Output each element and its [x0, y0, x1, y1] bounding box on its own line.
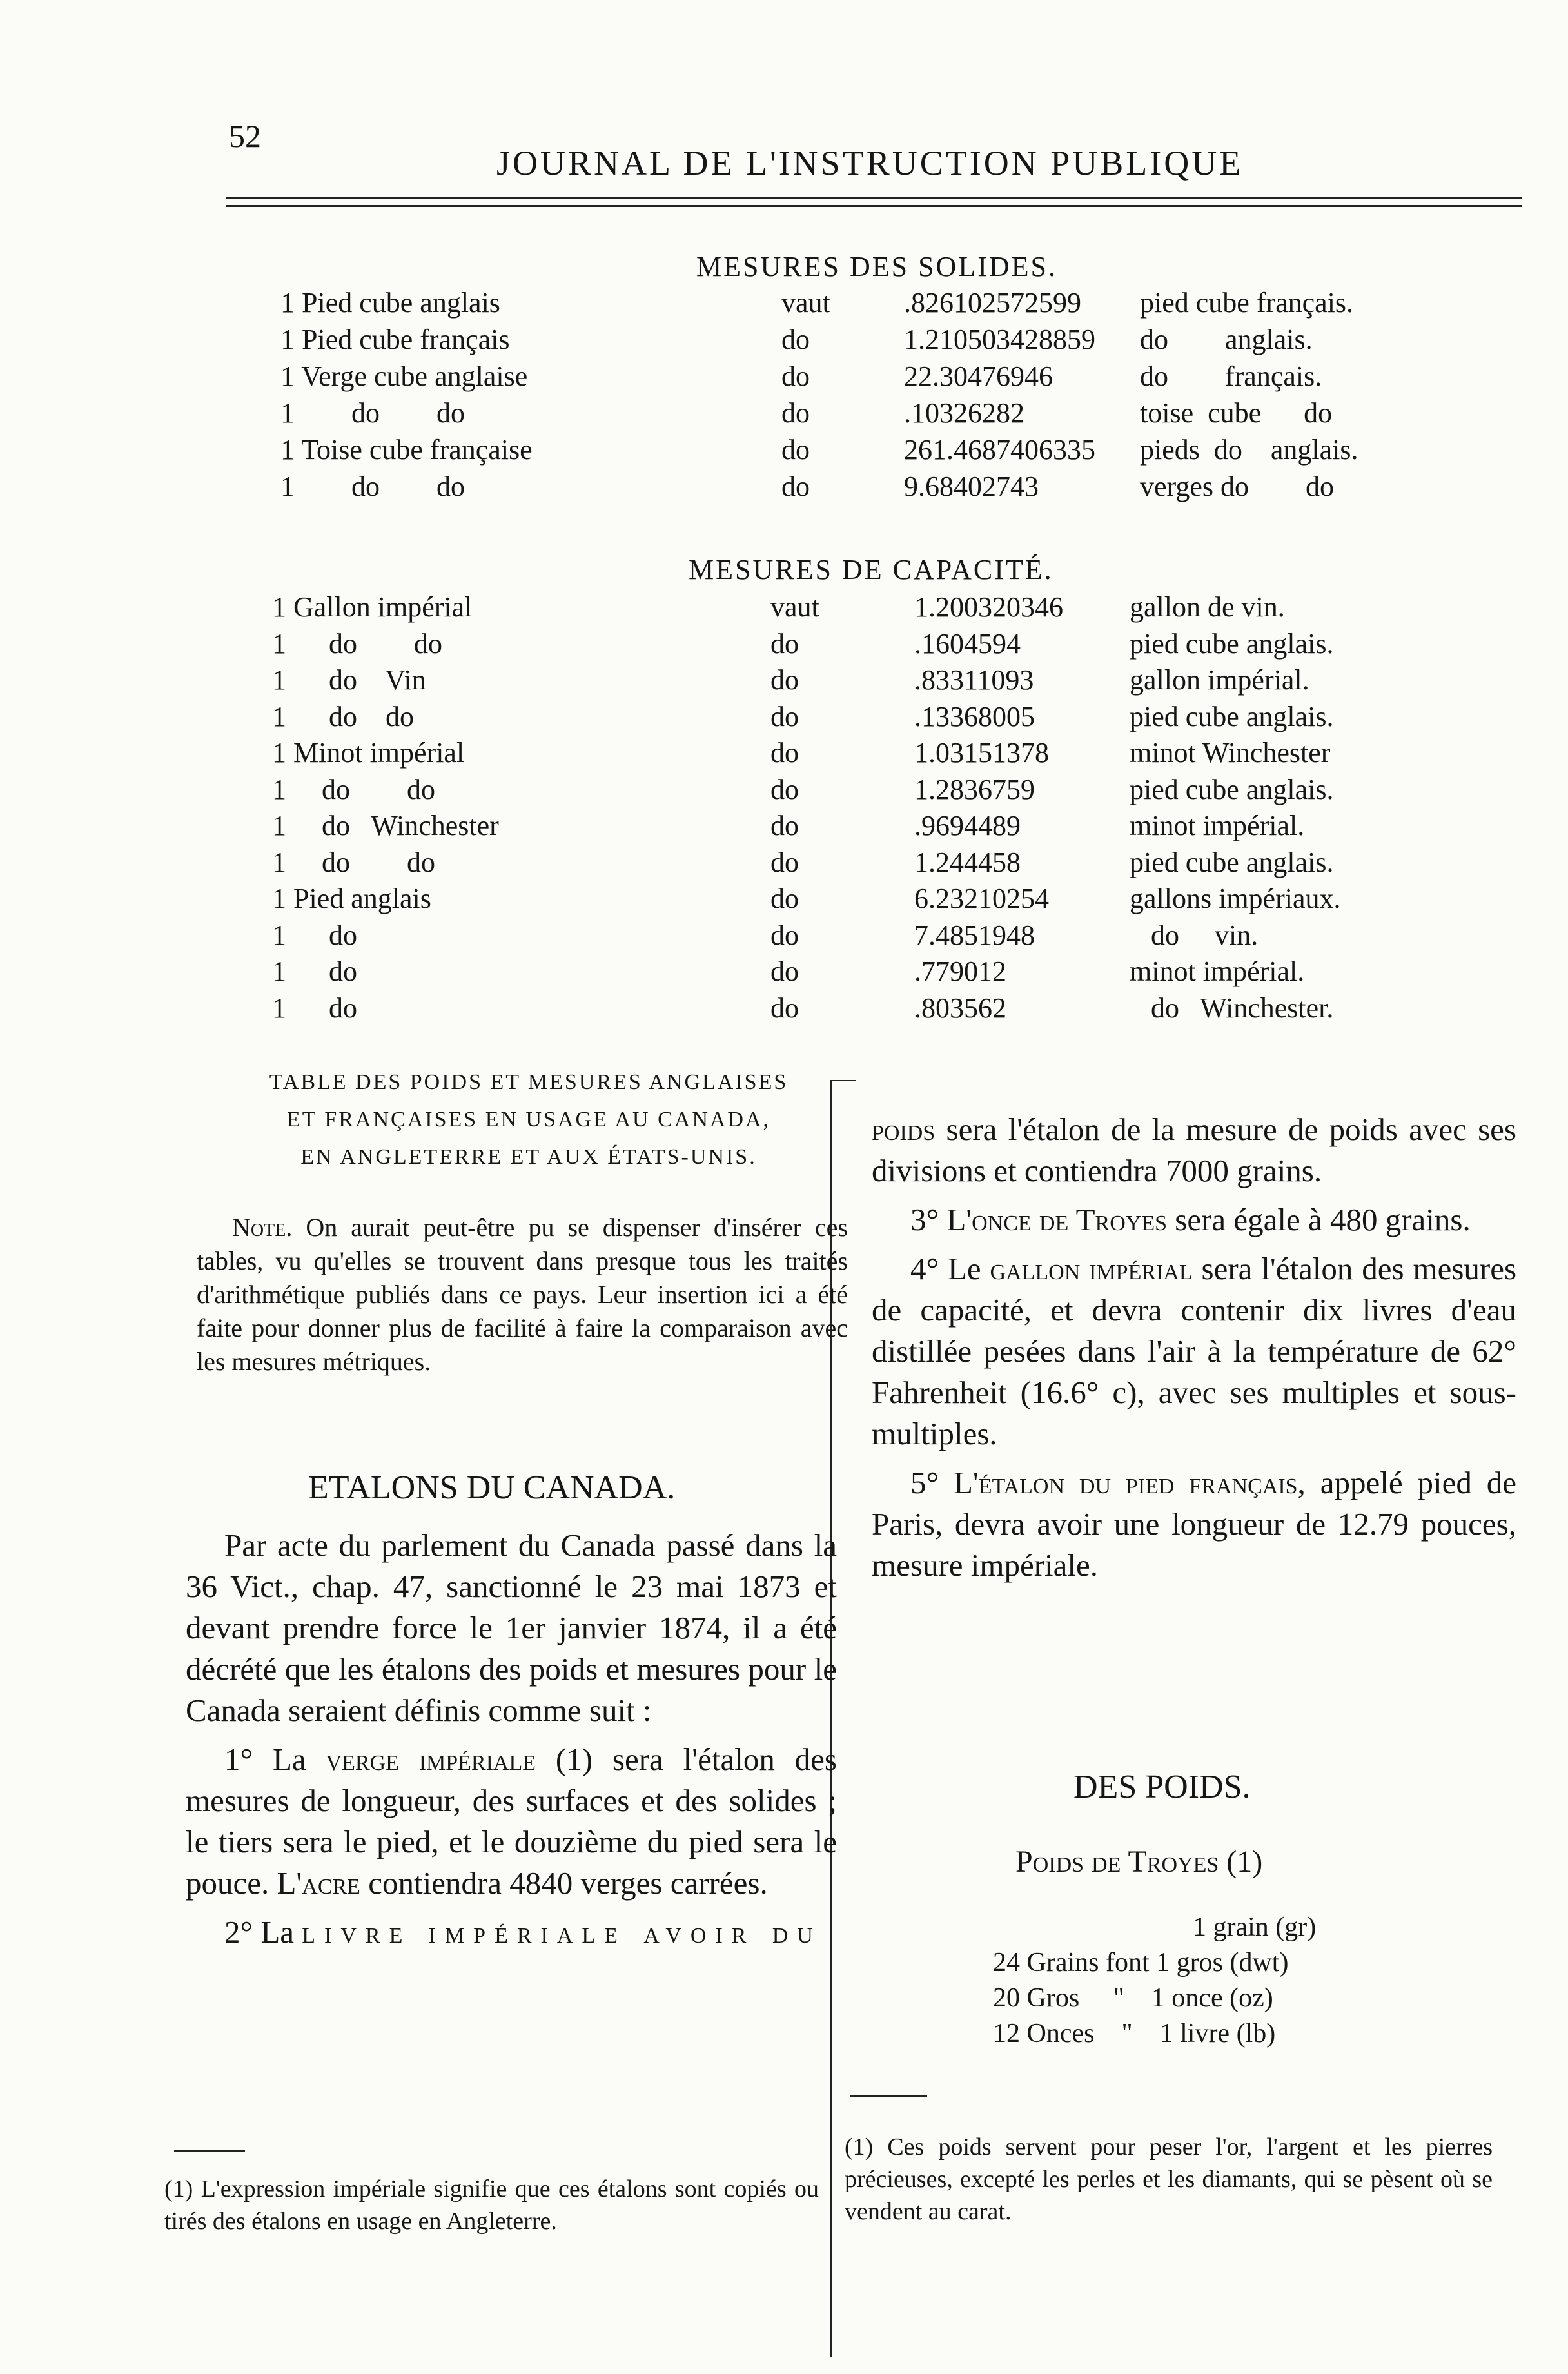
right-paragraph-1: poids sera l'étalon de la mesure de poids avec ses divisions et contiendra 7000 grains. [872, 1112, 1516, 1188]
capacite-unit-cell: pied cube anglais. [1130, 627, 1334, 660]
solides-left-cell: 1 Toise cube française [280, 434, 533, 466]
right-paragraph-4: 5° L'étalon du pied français, appelé pied de Paris, devra avoir une longueur de 12.79 pouces, mesure impériale. [872, 1465, 1516, 1583]
capacite-unit-cell: pied cube anglais. [1130, 700, 1334, 732]
header-rule-1 [226, 197, 1522, 199]
solides-verb-cell: do [781, 471, 810, 502]
capacite-left-cell: 1 do [272, 919, 357, 951]
capacite-verb-cell: do [770, 664, 799, 696]
left-body [186, 1525, 837, 1961]
capacite-left-cell: 1 do do [272, 773, 435, 805]
solides-left-cell: 1 do do [280, 397, 465, 429]
capacite-unit-cell: pied cube anglais. [1130, 773, 1334, 805]
solides-value-cell: 261.4687406335 [904, 434, 1095, 466]
caption-line-1: TABLE DES POIDS ET MESURES ANGLAISES [269, 1070, 789, 1094]
capacite-unit-cell: gallon impérial. [1130, 664, 1309, 696]
capacite-value-cell: .803562 [914, 992, 1006, 1024]
solides-unit-cell: do français. [1140, 360, 1322, 392]
caption-line-2: ET FRANÇAISES EN USAGE AU CANADA, [286, 1108, 771, 1132]
capacite-verb-cell: do [770, 956, 799, 987]
page-number: 52 [229, 118, 261, 154]
right-footnote-rule [850, 2095, 927, 2097]
capacite-unit-cell: minot impérial. [1130, 810, 1305, 841]
capacite-verb-cell: do [770, 773, 799, 805]
capacite-verb-cell: do [770, 846, 799, 878]
capacite-verb-cell: vaut [770, 591, 819, 623]
capacite-unit-cell: minot impérial. [1130, 956, 1305, 987]
capacite-value-cell: 6.23210254 [914, 883, 1049, 914]
solides-value-cell: 1.210503428859 [904, 324, 1095, 355]
header-rule-2 [226, 205, 1522, 207]
capacite-left-cell: 1 Pied anglais [272, 883, 431, 914]
solides-title: MESURES DES SOLIDES. [696, 251, 1057, 282]
capacite-verb-cell: do [770, 810, 799, 841]
capacite-left-cell: 1 Gallon impérial [272, 591, 473, 623]
troy-subtitle: Poids de Troyes (1) [1015, 1845, 1263, 1879]
troy-row: 1 grain (gr) [1193, 1912, 1317, 1942]
capacite-value-cell: 1.03151378 [914, 737, 1049, 769]
right-footnote: (1) Ces poids servent pour peser l'or, l'argent et les pierres précieuses, excepté les perles et les diamants, qui se pèsent où se vendent au carat. [845, 2134, 1493, 2225]
solides-value-cell: 9.68402743 [904, 471, 1039, 502]
table-caption [200, 1064, 858, 1176]
right-body [872, 1109, 1516, 1594]
solides-left-cell: 1 Pied cube anglais [280, 287, 500, 319]
right-paragraph-3: 4° Le gallon impérial sera l'étalon des mesures de capacité, et devra contenir dix livres d'eau distillée pesées dans l'air à la température de 62° Fahrenheit (16.6° c), avec ses multiples et sous-multiples. [872, 1251, 1517, 1451]
capacite-left-cell: 1 do do [272, 846, 435, 878]
capacite-unit-cell: do Winchester. [1130, 992, 1334, 1024]
capacite-left-cell: 1 do [272, 992, 357, 1024]
left-footnote-rule [174, 2150, 245, 2152]
left-paragraph-2: 1° La verge impériale (1) sera l'étalon des mesures de longueur, des surfaces et des solides ; le tiers sera le pied, et le douzième du pied sera le pouce. L'acre contiendra 4840 verges carrées. [186, 1741, 838, 1901]
capacite-value-cell: .9694489 [914, 810, 1021, 841]
solides-verb-cell: do [781, 360, 810, 392]
solides-unit-cell: toise cube do [1140, 397, 1333, 429]
capacite-left-cell: 1 do do [272, 627, 442, 660]
solides-unit-cell: verges do do [1140, 471, 1335, 502]
capacite-value-cell: .779012 [914, 956, 1006, 987]
capacite-left-cell: 1 do do [272, 700, 414, 732]
capacite-verb-cell: do [770, 883, 799, 914]
solides-verb-cell: vaut [781, 287, 830, 319]
solides-left-cell: 1 Verge cube anglaise [280, 360, 528, 392]
solides-value-cell: 22.30476946 [904, 360, 1053, 392]
solides-left-cell: 1 do do [280, 471, 465, 502]
note-label: Note. [232, 1213, 293, 1242]
capacite-value-cell: 1.244458 [914, 846, 1021, 878]
capacite-unit-cell: gallons impériaux. [1130, 883, 1341, 914]
right-paragraph-2: 3° L'once de Troyes sera égale à 480 grains. [910, 1202, 1471, 1237]
left-paragraph-1: Par acte du parlement du Canada passé dans la 36 Vict., chap. 47, sanctionné le 23 mai 1873 et devant prendre force le 1er janvier 1874, il a été décrété que les étalons des poids et mesures pour le Canada seraient définis comme suit : [186, 1527, 837, 1728]
running-title: JOURNAL DE L'INSTRUCTION PUBLIQUE [496, 144, 1244, 182]
capacite-value-cell: .13368005 [914, 700, 1035, 732]
caption-line-3: EN ANGLETERRE ET AUX ÉTATS-UNIS. [300, 1145, 757, 1169]
capacite-value-cell: 1.2836759 [914, 773, 1035, 805]
capacite-left-cell: 1 do [272, 956, 357, 987]
solides-unit-cell: pieds do anglais. [1140, 434, 1358, 466]
capacite-unit-cell: pied cube anglais. [1130, 846, 1334, 878]
left-footnote: (1) L'expression impériale signifie que ces étalons sont copiés ou tirés des étalons en usage en Angleterre. [164, 2175, 819, 2235]
capacite-left-cell: 1 do Winchester [272, 810, 499, 841]
capacite-left-cell: 1 do Vin [272, 664, 426, 696]
solides-value-cell: .826102572599 [904, 287, 1081, 319]
capacite-verb-cell: do [770, 700, 799, 732]
solides-left-cell: 1 Pied cube français [280, 324, 510, 355]
capacite-value-cell: 7.4851948 [914, 919, 1035, 951]
capacite-unit-cell: gallon de vin. [1130, 591, 1285, 623]
capacite-value-cell: .1604594 [914, 627, 1021, 660]
note-text: On aurait peut-être pu se dispenser d'insérer ces tables, vu qu'elles se trouvent dans presque tous les traités d'arithmétique publiés dans ce pays. Leur insertion ici a été faite pour donner plus de facilité à faire la comparaison avec les mesures métriques. [197, 1213, 848, 1376]
capacite-verb-cell: do [770, 627, 799, 660]
capacite-verb-cell: do [770, 737, 799, 769]
troy-row: 24 Grains font 1 gros (dwt) [993, 1948, 1289, 1977]
capacite-title: MESURES DE CAPACITÉ. [689, 554, 1054, 585]
capacite-value-cell: 1.200320346 [914, 591, 1063, 623]
capacite-verb-cell: do [770, 992, 799, 1024]
solides-unit-cell: pied cube français. [1140, 287, 1354, 319]
troy-row: 20 Gros " 1 once (oz) [993, 1983, 1273, 2013]
left-paragraph-3: 2° La livre impériale avoir du [224, 1914, 822, 1950]
capacite-unit-cell: do vin. [1130, 919, 1259, 951]
capacite-verb-cell: do [770, 919, 799, 951]
troy-row: 12 Onces " 1 livre (lb) [993, 2019, 1276, 2048]
solides-verb-cell: do [781, 324, 810, 355]
poids-title: DES POIDS. [1073, 1769, 1251, 1805]
note-paragraph [197, 1211, 848, 1378]
etalons-title: ETALONS DU CANADA. [308, 1469, 676, 1506]
solides-verb-cell: do [781, 434, 810, 466]
solides-unit-cell: do anglais. [1140, 324, 1313, 355]
solides-value-cell: .10326282 [904, 397, 1024, 429]
capacite-value-cell: .83311093 [914, 664, 1034, 696]
capacite-unit-cell: minot Winchester [1130, 737, 1331, 769]
solides-verb-cell: do [781, 397, 810, 429]
capacite-left-cell: 1 Minot impérial [272, 737, 465, 769]
